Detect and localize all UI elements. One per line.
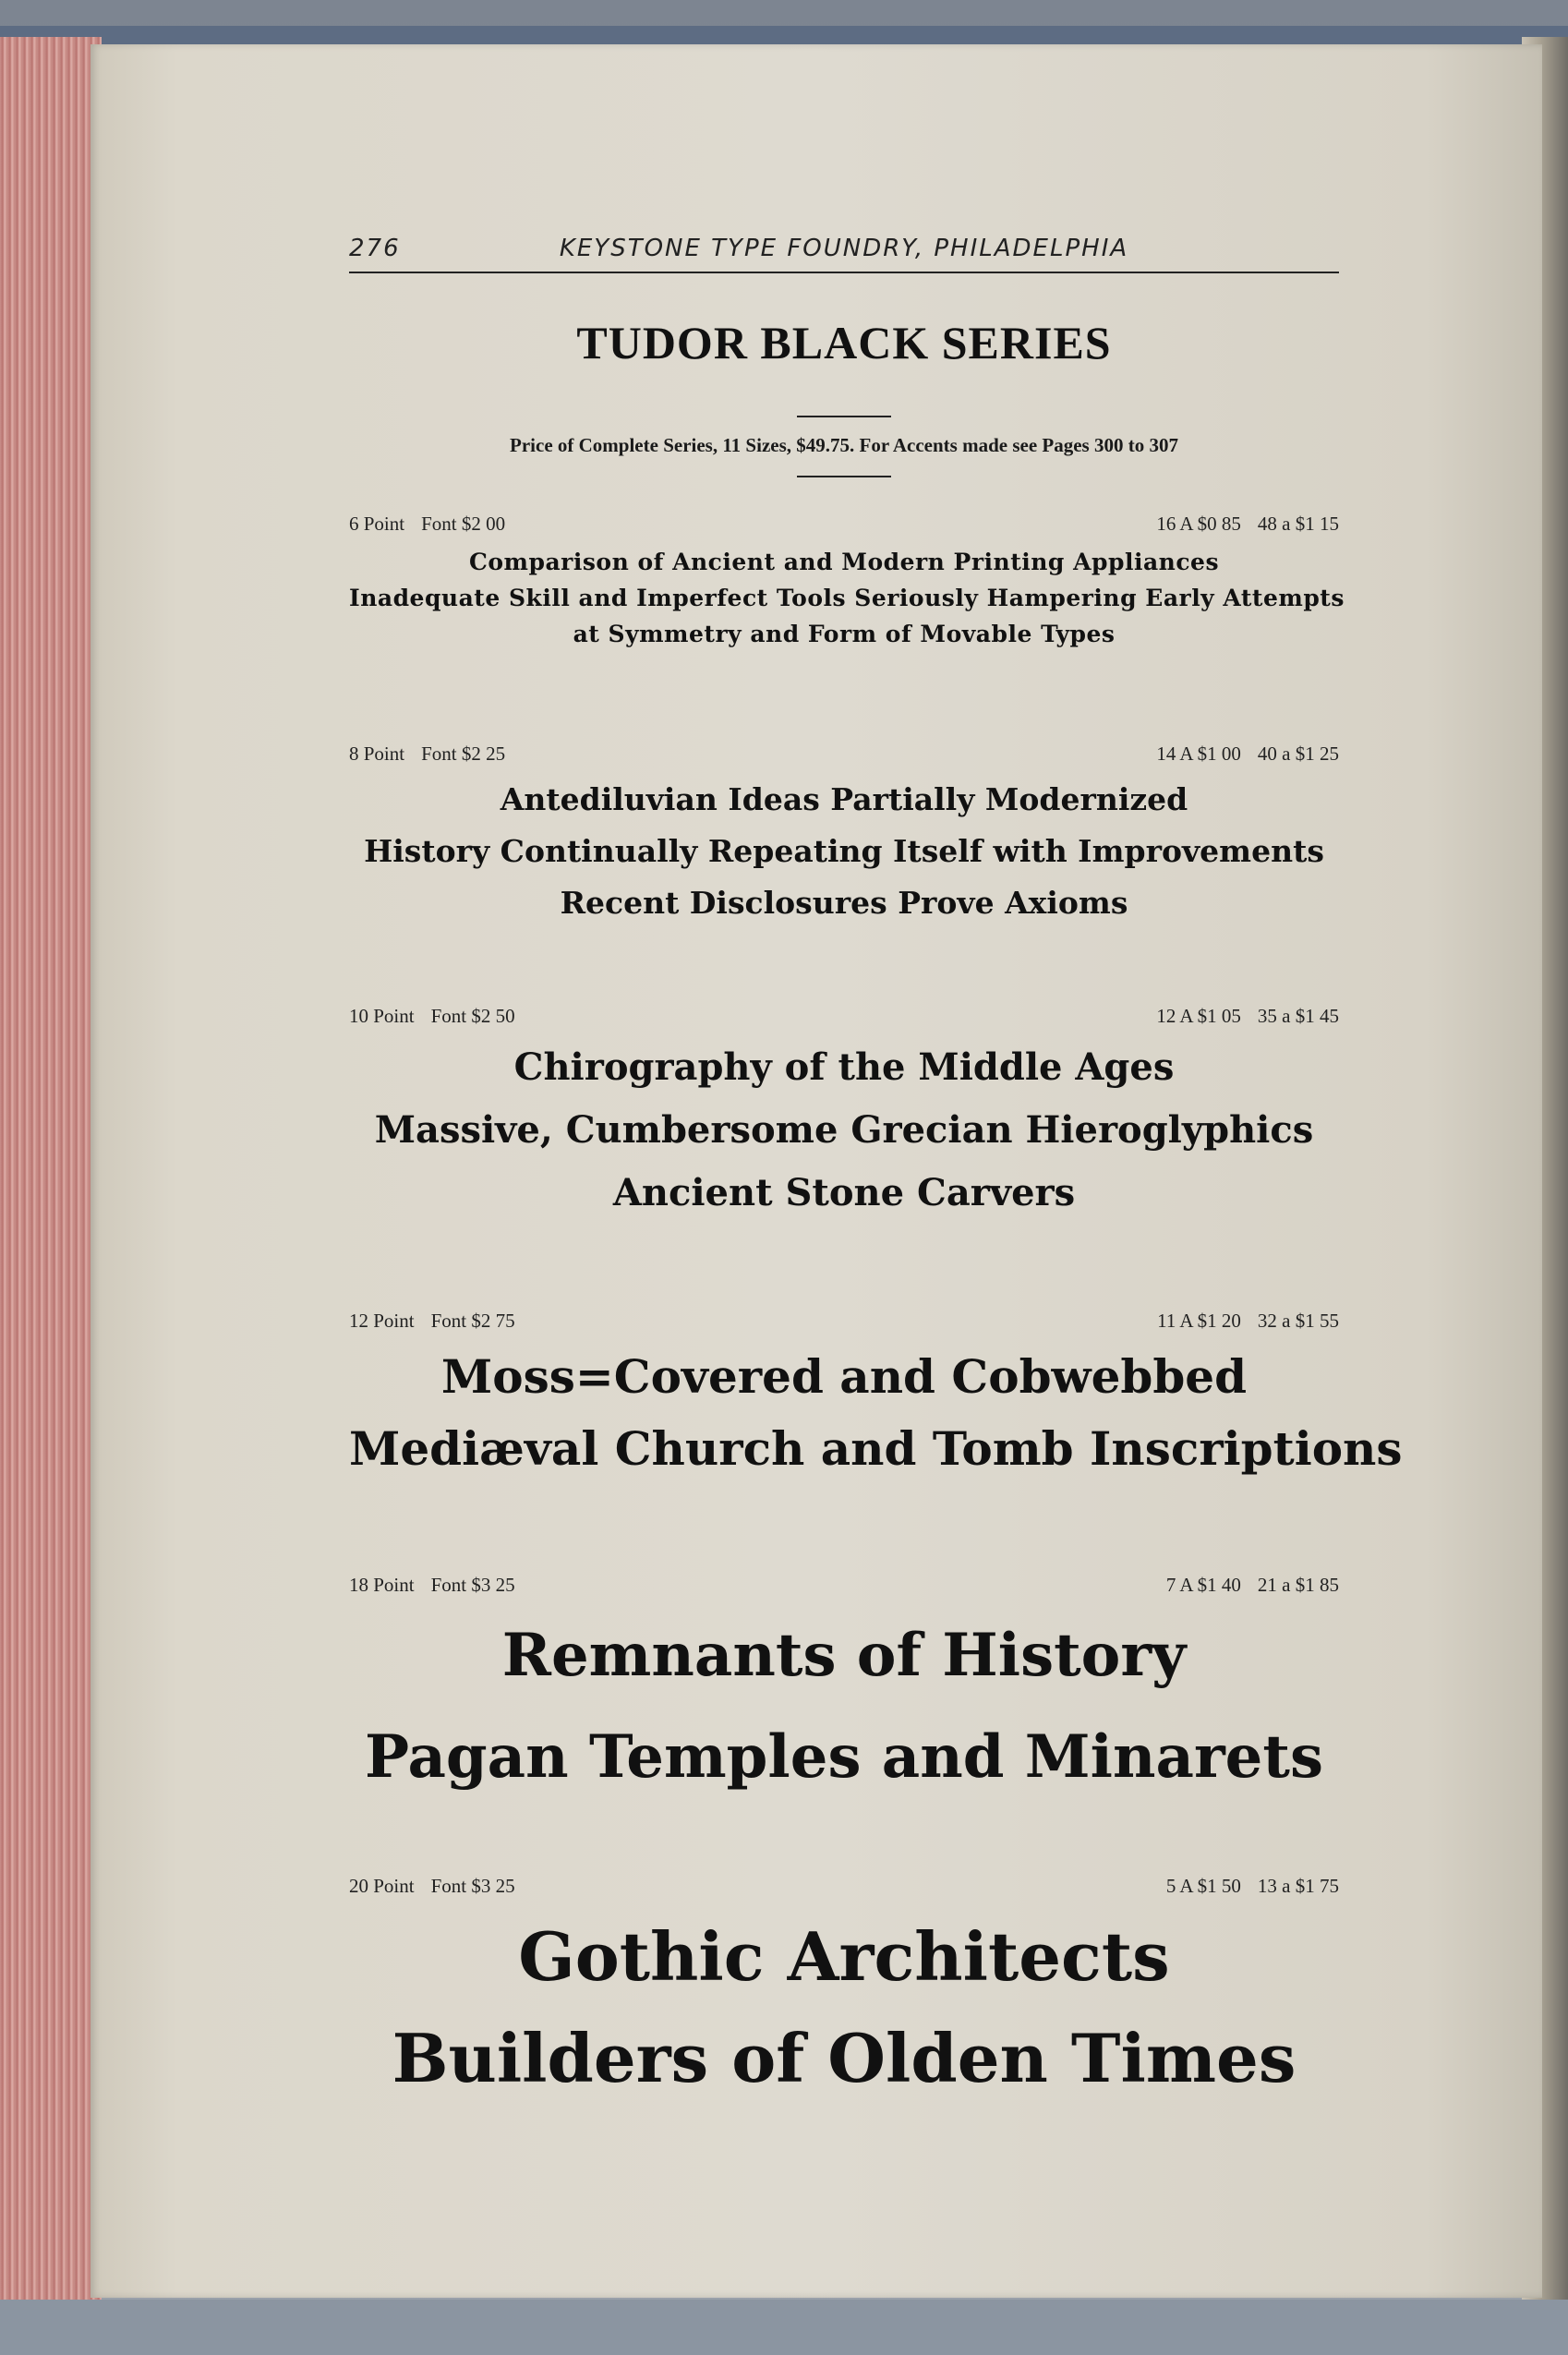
- font-price: Font $3 25: [430, 1875, 515, 1897]
- page-content: [349, 231, 1403, 2109]
- specimen-8-point: [349, 743, 1339, 929]
- specimen-20-point: [349, 1875, 1339, 2109]
- point-size: 8 Point: [349, 743, 405, 765]
- point-size: 10 Point: [349, 1005, 415, 1027]
- caps-price: 16 A $0 85: [1156, 513, 1241, 535]
- specimen-line: Massive, Cumbersome Grecian Hieroglyphics: [374, 1108, 1314, 1152]
- point-size: 6 Point: [349, 513, 405, 535]
- caps-price: 12 A $1 05: [1156, 1005, 1241, 1027]
- font-price: Font $2 50: [430, 1005, 515, 1027]
- lowercase-price: 21 a $1 85: [1257, 1574, 1339, 1596]
- caps-price: 7 A $1 40: [1165, 1574, 1241, 1596]
- font-price: Font $3 25: [430, 1574, 515, 1596]
- point-size: 20 Point: [349, 1875, 415, 1897]
- specimen-line: Comparison of Ancient and Modern Printing Appliances: [468, 549, 1220, 575]
- page-number: 276: [349, 235, 401, 262]
- specimen-10-point: [349, 1005, 1339, 1225]
- specimen-line: Builders of Olden Times: [392, 2019, 1297, 2097]
- specimen-line: Moss=Covered and Cobwebbed: [440, 1349, 1248, 1404]
- specimen-header: [349, 1574, 1339, 1605]
- rule-divider: [797, 416, 891, 417]
- lowercase-price: 40 a $1 25: [1257, 743, 1339, 765]
- specimen-12-point: [349, 1310, 1403, 1485]
- specimen-header: [349, 1310, 1339, 1341]
- font-price: Font $2 75: [430, 1310, 515, 1332]
- lowercase-price: 35 a $1 45: [1257, 1005, 1339, 1027]
- specimen-line: Chirography of the Middle Ages: [513, 1045, 1175, 1089]
- specimen-line: Antediluvian Ideas Partially Modernized: [500, 781, 1188, 817]
- specimen-line: Inadequate Skill and Imperfect Tools Seriously Hampering Early Attempts: [349, 585, 1345, 611]
- caps-price: 14 A $1 00: [1156, 743, 1241, 765]
- book-cover-bottom: [0, 2300, 1568, 2355]
- specimen-18-point: [349, 1574, 1339, 1808]
- font-price: Font $2 00: [421, 513, 506, 535]
- rule-divider: [797, 476, 891, 477]
- specimen-line: Ancient Stone Carvers: [612, 1171, 1076, 1214]
- lowercase-price: 48 a $1 15: [1257, 513, 1339, 535]
- caps-price: 11 A $1 20: [1157, 1310, 1241, 1332]
- specimen-header: [349, 1875, 1339, 1906]
- font-price: Font $2 25: [421, 743, 506, 765]
- specimen-line: Pagan Temples and Minarets: [365, 1722, 1323, 1792]
- point-size: 18 Point: [349, 1574, 415, 1596]
- point-size: 12 Point: [349, 1310, 415, 1332]
- specimen-line: Recent Disclosures Prove Axioms: [560, 885, 1128, 921]
- lowercase-price: 13 a $1 75: [1257, 1875, 1339, 1897]
- page-stack-edge: [0, 37, 102, 2300]
- price-note: Price of Complete Series, 11 Sizes, $49.75. For Accents made see Pages 300 to 307: [510, 434, 1178, 456]
- series-title: TUDOR BLACK SERIES: [576, 317, 1112, 368]
- caps-price: 5 A $1 50: [1165, 1875, 1241, 1897]
- specimen-header: [349, 1005, 1339, 1036]
- specimen-line: History Continually Repeating Itself with Improvements: [364, 833, 1324, 869]
- specimen-header: [349, 743, 1339, 774]
- running-head-title: KEYSTONE TYPE FOUNDRY, PHILADELPHIA: [559, 235, 1129, 262]
- lowercase-price: 32 a $1 55: [1257, 1310, 1339, 1332]
- specimen-line: Remnants of History: [501, 1621, 1187, 1690]
- specimen-header: [349, 513, 1339, 544]
- specimen-line: at Symmetry and Form of Movable Types: [573, 621, 1116, 647]
- specimen-6-point: [349, 513, 1345, 652]
- specimen-line: Gothic Architects: [518, 1917, 1170, 1996]
- running-head: [349, 231, 1339, 273]
- specimen-line: Mediæval Church and Tomb Inscriptions: [349, 1421, 1403, 1476]
